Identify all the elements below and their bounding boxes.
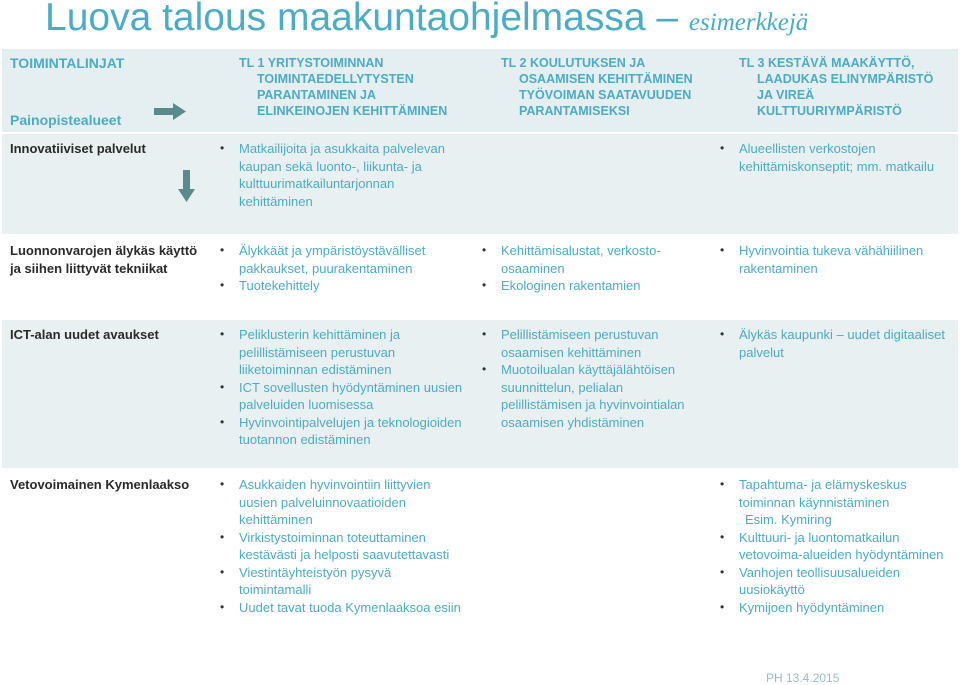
painopistealueet-label: Painopistealueet — [10, 112, 122, 128]
list-item: • Peliklusterin kehittäminen ja pelillistämiseen perustuvan liiketoiminnan edistäminen — [239, 326, 465, 379]
row-vetovoimainen — [2, 469, 958, 662]
header-row — [2, 48, 958, 133]
title-sub: esimerkkejä — [688, 9, 809, 36]
list-item: • Muotoilualan käyttäjälähtöisen suunnittelun, pelialan pelillistämisen ja hyvinvointialan osaamisen yhdistäminen — [501, 361, 703, 431]
row-label: Vetovoimainen Kymenlaakso — [2, 469, 211, 662]
list-item: • Älykkäät ja ympäristöystävälliset pakkaukset, puurakentaminen — [239, 242, 465, 277]
row-cell — [211, 133, 473, 235]
row-cell — [473, 319, 711, 469]
arrow-down-icon — [178, 170, 195, 202]
list-item-text: Tapahtuma- ja elämyskeskus toiminnan käynnistäminen — [739, 477, 907, 510]
list-item: • Matkailijoita ja asukkaita palvelevan kaupan sekä luonto-, liikunta- ja kulttuurimatkailuntarjonnan kehittäminen — [239, 140, 465, 210]
page-title — [45, 0, 808, 40]
list-item: • Asukkaiden hyvinvointiin liittyvien uusien palveluinnovaatioiden kehittäminen — [239, 476, 465, 529]
row-cell — [711, 133, 958, 235]
list-item: • Ekologinen rakentamien — [501, 277, 703, 295]
program-table — [2, 47, 958, 662]
toimintalinjat-label: TOIMINTALINJAT — [10, 55, 125, 71]
list-item: • Hyvinvointipalvelujen ja teknologioiden tuotannon edistäminen — [239, 414, 465, 449]
footer-date: PH 13.4.2015 — [766, 671, 840, 685]
list-item — [739, 476, 950, 529]
row-innovatiiviset — [2, 133, 958, 235]
header-row-label — [2, 48, 211, 133]
list-item: • Viestintäyhteistyön pysyvä toimintamalli — [239, 564, 465, 599]
row-cell — [211, 469, 473, 662]
row-cell — [211, 235, 473, 319]
list-item: • Tuotekehittely — [239, 277, 465, 295]
list-item: • Kulttuuri- ja luontomatkailun vetovoima-alueiden hyödyntäminen — [739, 529, 950, 564]
list-item: • Kehittämisalustat, verkosto-osaaminen — [501, 242, 703, 277]
header-tl2: TL 2 KOULUTUKSEN JA OSAAMISEN KEHITTÄMINEN TYÖVOIMAN SAATAVUUDEN PARANTAMISEKSI — [473, 48, 711, 133]
row-cell — [211, 319, 473, 469]
row-label: ICT-alan uudet avaukset — [2, 319, 211, 469]
list-item: • ICT sovellusten hyödyntäminen uusien palveluiden luomisessa — [239, 379, 465, 414]
row-cell — [711, 235, 958, 319]
header-tl3: TL 3 KESTÄVÄ MAAKÄYTTÖ, LAADUKAS ELINYMPÄRISTÖ JA VIREÄ KULTTUURIYMPÄRISTÖ — [711, 48, 958, 133]
row-cell — [473, 235, 711, 319]
list-item: • Kymijoen hyödyntäminen — [739, 599, 950, 617]
row-label: Innovatiiviset palvelut — [2, 133, 211, 235]
list-item: • Alueellisten verkostojen kehittämiskonseptit; mm. matkailu — [739, 140, 950, 175]
list-item: • Hyvinvointia tukeva vähähiilinen rakentaminen — [739, 242, 950, 277]
row-luonnonvarat — [2, 235, 958, 319]
row-cell — [473, 133, 711, 235]
row-ict — [2, 319, 958, 469]
row-cell — [711, 319, 958, 469]
list-item: • Älykäs kaupunki – uudet digitaaliset palvelut — [739, 326, 950, 361]
header-tl1: TL 1 YRITYSTOIMINNAN TOIMINTAEDELLYTYSTEN PARANTAMINEN JA ELINKEINOJEN KEHITTÄMINEN — [211, 48, 473, 133]
row-cell — [473, 469, 711, 662]
row-label: Luonnonvarojen älykäs käyttö ja siihen liittyvät tekniikat — [2, 235, 211, 319]
list-item-continuation: Esim. Kymiring — [745, 512, 832, 527]
list-item: • Uudet tavat tuoda Kymenlaaksoa esiin — [239, 599, 465, 617]
row-cell — [711, 469, 958, 662]
title-main: Luova talous maakuntaohjelmassa – — [45, 0, 679, 39]
arrow-right-icon — [154, 103, 186, 120]
list-item: • Pelillistämiseen perustuvan osaamisen kehittäminen — [501, 326, 703, 361]
list-item: • Vanhojen teollisuusalueiden uusiokäyttö — [739, 564, 950, 599]
list-item: • Virkistystoiminnan toteuttaminen kestävästi ja helposti saavutettavasti — [239, 529, 465, 564]
